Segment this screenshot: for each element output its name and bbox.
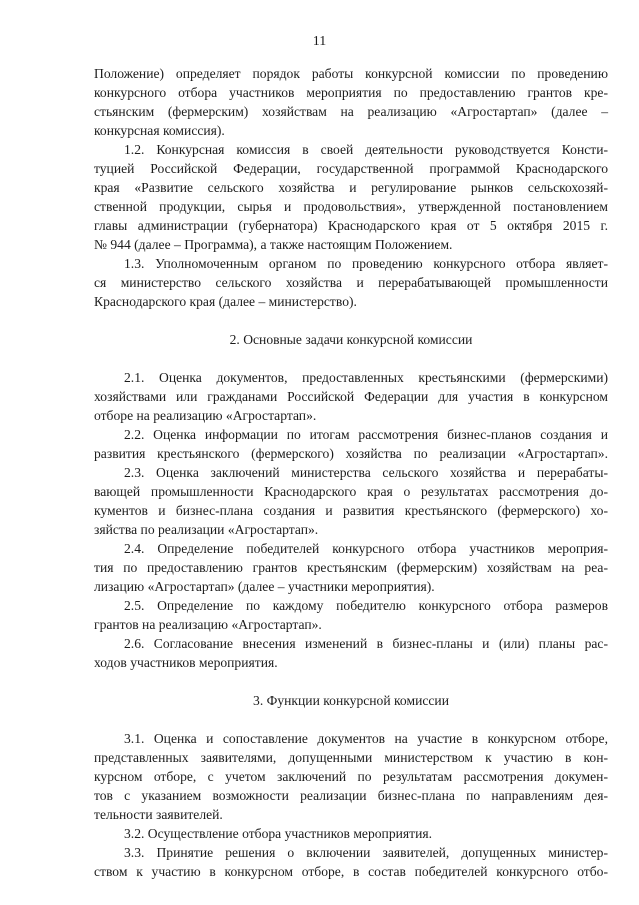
text-line: курсном отборе, с учетом заключений по результатам рассмотрения докумен- — [94, 769, 608, 784]
text-line: ством к участию в конкурсном отборе, в состав победителей конкурсного отбо- — [94, 864, 608, 879]
text-line: 3.1. Оценка и сопоставление документов на участие в конкурсном отборе, — [124, 731, 608, 746]
text-line: кументов и бизнес-плана создания и развития крестьянского (фермерского) хо- — [94, 503, 608, 518]
blank-line — [94, 672, 608, 691]
text-line: 2.3. Оценка заключений министерства сельского хозяйства и перерабаты- — [124, 465, 608, 480]
text-line: зяйства по реализации «Агростартап». — [94, 522, 319, 537]
blank-line — [94, 311, 608, 330]
text-line: главы администрации (губернатора) Краснодарского края от 5 октября 2015 г. — [94, 218, 608, 233]
text-line: тельности заявителей. — [94, 807, 223, 822]
text-line: 3.3. Принятие решения о включении заявителей, допущенных министер- — [124, 845, 608, 860]
text-line: туцией Российской Федерации, государственной программой Краснодарского — [94, 161, 608, 176]
text-line: ся министерство сельского хозяйства и перерабатывающей промышленности — [94, 275, 608, 290]
text-line: лизацию «Агростартап» (далее – участники мероприятия). — [94, 579, 435, 594]
section-heading: 2. Основные задачи конкурсной комиссии — [229, 332, 473, 347]
text-line: 2.2. Оценка информации по итогам рассмотрения бизнес-планов создания и — [124, 427, 608, 442]
text-line: тов с указанием возможности реализации бизнес-плана по направлениям дея- — [94, 788, 608, 803]
text-line: ходов участников мероприятия. — [94, 655, 278, 670]
text-line: отборе на реализацию «Агростартап». — [94, 408, 317, 423]
page-number: 11 — [312, 34, 327, 49]
text-line: представленных заявителями, допущенными министерством к участию в кон- — [94, 750, 608, 765]
section-heading: 3. Функции конкурсной комиссии — [253, 693, 449, 708]
text-line: Положение) определяет порядок работы конкурсной комиссии по проведению — [94, 66, 608, 81]
text-line: ственной продукции, сырья и продовольствия», утвержденной постановлением — [94, 199, 608, 214]
blank-line — [94, 710, 608, 729]
text-line: грантов на реализацию «Агростартап». — [94, 617, 322, 632]
text-line: конкурсного отбора участников мероприятия по предоставлению грантов кре- — [94, 85, 608, 100]
text-line: Краснодарского края (далее – министерство). — [94, 294, 357, 309]
text-line: 1.3. Уполномоченным органом по проведению конкурсного отбора являет- — [124, 256, 608, 271]
text-line: тия по предоставлению грантов крестьянским (фермерским) хозяйствам на реа- — [94, 560, 608, 575]
text-line: хозяйствами или гражданами Российской Федерации для участия в конкурсном — [94, 389, 608, 404]
text-line: развития крестьянского (фермерского) хозяйства по реализации «Агростартап». — [94, 446, 608, 461]
text-line: № 944 (далее – Программа), а также настоящим Положением. — [94, 237, 453, 252]
blank-line — [94, 349, 608, 368]
text-line: стьянским (фермерским) хозяйствам на реализацию «Агростартап» (далее – — [94, 104, 608, 119]
text-line: 2.6. Согласование внесения изменений в бизнес-планы и (или) планы рас- — [124, 636, 608, 651]
text-line: 3.2. Осуществление отбора участников мероприятия. — [124, 826, 433, 841]
text-line: края «Развитие сельского хозяйства и регулирование рынков сельскохозяй- — [94, 180, 608, 195]
text-line: 1.2. Конкурсная комиссия в своей деятельности руководствуется Консти- — [124, 142, 608, 157]
text-line: 2.4. Определение победителей конкурсного отбора участников мероприя- — [124, 541, 608, 556]
text-line: вающей промышленности Краснодарского края о результатах рассмотрения до- — [94, 484, 608, 499]
document-body — [94, 64, 608, 881]
text-line: конкурсная комиссия). — [94, 123, 225, 138]
text-line: 2.1. Оценка документов, предоставленных крестьянскими (фермерскими) — [124, 370, 608, 385]
text-line: 2.5. Определение по каждому победителю конкурсного отбора размеров — [124, 598, 608, 613]
